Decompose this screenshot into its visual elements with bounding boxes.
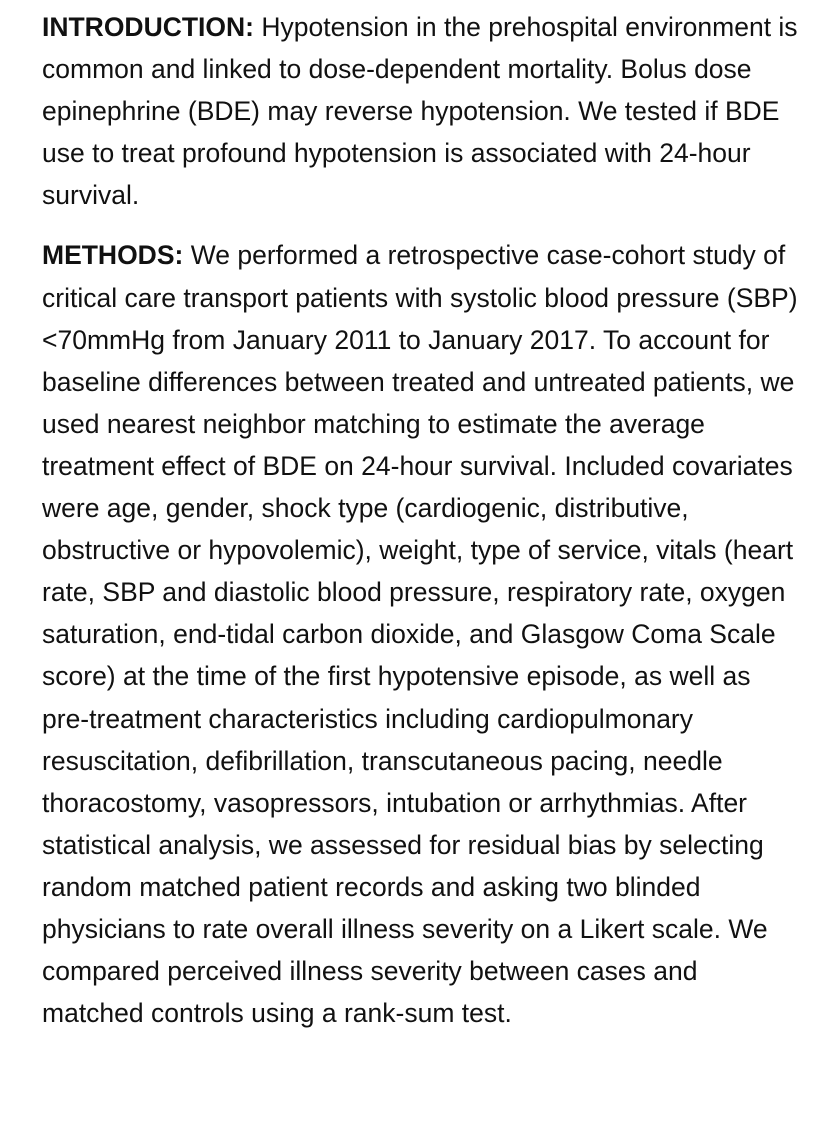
methods-text: We performed a retrospective case-cohort study of critical care transport patients with systolic blood pressure (SBP) <70mmHg from January 2011 to January 2017. To account for baseline differences between treated and untreated patients, we used nearest neighbor matching to estimate the average treatment effect of BDE on 24-hour survival. Included covariates were age, gender, shock type (cardiogenic, distributive, obstructive or hypovolemic), weight, type of service, vitals (heart rate, SBP and diastolic blood pressure, respiratory rate, oxygen saturation, end-tidal carbon dioxide, and Glasgow Coma Scale score) at the time of the first hypotensive episode, as well as pre-treatment characteristics including cardiopulmonary resuscitation, defibrillation, transcutaneous pacing, needle thoracostomy, vasopressors, intubation or arrhythmias. After statistical analysis, we assessed for residual bias by selecting random matched patient records and asking two blinded physicians to rate overall illness severity on a Likert scale. We compared perceived illness severity between cases and matched controls using a rank-sum test. [42, 240, 798, 1029]
methods-section [42, 234, 804, 1034]
introduction-heading: INTRODUCTION: [42, 12, 254, 42]
introduction-section [42, 6, 804, 216]
introduction-text: Hypotension in the prehospital environment is common and linked to dose-dependent mortality. Bolus dose epinephrine (BDE) may reverse hypotension. We tested if BDE use to treat profound hypotension is associated with 24-hour survival. [42, 12, 798, 211]
methods-heading: METHODS: [42, 240, 184, 271]
